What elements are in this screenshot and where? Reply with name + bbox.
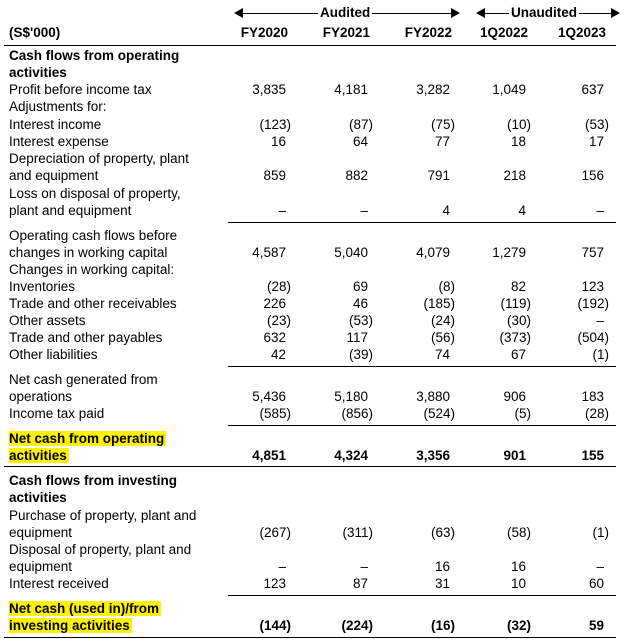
row-label: Other assets [9, 313, 86, 328]
cell: 155 [581, 448, 604, 463]
cell: 77 [434, 134, 450, 149]
col-header-fy2021: FY2021 [322, 25, 370, 40]
cell: 906 [503, 389, 526, 404]
cell: 4,079 [416, 245, 450, 260]
cell: (524) [423, 406, 455, 421]
cell: (58) [506, 525, 531, 540]
arrow-right-icon [611, 8, 620, 18]
cell: (23) [266, 313, 291, 328]
row-label: operations [9, 389, 73, 404]
row-label: Profit before income tax [9, 82, 152, 97]
cell: (10) [506, 117, 531, 132]
cell: 5,040 [334, 245, 368, 260]
subtotal-rule [228, 222, 616, 223]
row-label: Trade and other receivables [9, 296, 177, 311]
cell: 183 [581, 389, 604, 404]
cell: (56) [430, 330, 455, 345]
cell: – [596, 559, 604, 574]
cell: (63) [430, 525, 455, 540]
net-operating-label-cont: activities [9, 448, 67, 463]
cell: 5,436 [252, 389, 286, 404]
row-label: plant and equipment [9, 203, 132, 218]
cell: 16 [510, 559, 526, 574]
cell: 64 [352, 134, 368, 149]
row-label: Operating cash flows before [9, 228, 178, 243]
unaudited-label: Unaudited [511, 5, 577, 20]
cell: – [360, 203, 368, 218]
cell: (39) [348, 347, 373, 362]
cell: (30) [506, 313, 531, 328]
cell: 60 [588, 576, 604, 591]
operating-section-title-cont: activities [9, 65, 67, 80]
total-rule [4, 466, 616, 467]
cell: 3,835 [252, 82, 286, 97]
cell: (585) [259, 406, 291, 421]
row-label: changes in working capital [9, 245, 168, 260]
row-label: Net cash generated from [9, 372, 158, 387]
cell: (856) [341, 406, 373, 421]
cell: 59 [588, 618, 604, 633]
cell: (5) [514, 406, 531, 421]
row-label: Depreciation of property, plant [9, 151, 189, 166]
cell: 123 [263, 576, 286, 591]
row-label: Other liabilities [9, 347, 98, 362]
subtotal-rule [228, 425, 616, 426]
audited-label: Audited [320, 5, 371, 20]
cell: (16) [430, 618, 455, 633]
cell: (24) [430, 313, 455, 328]
cell: (267) [259, 525, 291, 540]
cell: 10 [510, 576, 526, 591]
cell: 5,180 [334, 389, 368, 404]
cell: (192) [577, 296, 609, 311]
net-operating-label: Net cash from operating [9, 431, 165, 446]
cell: 1,049 [492, 82, 526, 97]
cell: 67 [510, 347, 526, 362]
col-header-fy2020: FY2020 [240, 25, 288, 40]
cell: (504) [577, 330, 609, 345]
unit-header: (S$'000) [9, 25, 61, 40]
cell: 4 [518, 203, 526, 218]
cell: 69 [352, 279, 368, 294]
net-investing-label: Net cash (used in)/from [9, 601, 160, 616]
row-label: Purchase of property, plant and [9, 508, 197, 523]
cell: – [596, 203, 604, 218]
cell: (8) [438, 279, 455, 294]
cell: 757 [581, 245, 604, 260]
cell: – [596, 313, 604, 328]
cell: (224) [341, 618, 373, 633]
cell: 16 [270, 134, 286, 149]
cell: (144) [259, 618, 291, 633]
cell: (28) [266, 279, 291, 294]
col-header-fy2022: FY2022 [404, 25, 452, 40]
row-label: equipment [9, 525, 73, 540]
cell: (1) [592, 525, 609, 540]
cell: 1,279 [492, 245, 526, 260]
cell: 17 [588, 134, 604, 149]
cell: 18 [510, 134, 526, 149]
row-label: Trade and other payables [9, 330, 163, 345]
cell: (28) [584, 406, 609, 421]
col-header-1q2022: 1Q2022 [479, 25, 528, 40]
cell: 156 [581, 168, 604, 183]
cell: (53) [348, 313, 373, 328]
cell: 791 [427, 168, 450, 183]
cell: (87) [348, 117, 373, 132]
cell: 4,324 [334, 448, 368, 463]
cell: 901 [503, 448, 526, 463]
cell: 117 [346, 330, 368, 345]
cell: 16 [434, 559, 450, 574]
cell: (32) [506, 618, 531, 633]
subtotal-rule [228, 366, 616, 367]
cell: (119) [500, 296, 531, 311]
row-label: Changes in working capital: [9, 262, 175, 277]
cell: – [278, 203, 286, 218]
cell: 859 [263, 168, 286, 183]
audited-group-header [234, 5, 460, 21]
cell: 3,356 [416, 448, 450, 463]
unaudited-group-header [476, 5, 620, 21]
row-label: Loss on disposal of property, [9, 186, 181, 201]
row-label: Interest income [9, 117, 102, 132]
total-rule [4, 637, 616, 638]
cell: 46 [352, 296, 368, 311]
cell: 882 [345, 168, 368, 183]
subtotal-rule [228, 595, 616, 596]
row-label: Inventories [9, 279, 76, 294]
net-investing-label-cont: investing activities [9, 618, 130, 633]
cell: (53) [584, 117, 609, 132]
cell: 218 [503, 168, 526, 183]
cell: 42 [270, 347, 286, 362]
investing-section-title-cont: activities [9, 490, 67, 505]
cell: 4 [442, 203, 450, 218]
row-label: Adjustments for: [9, 99, 107, 114]
row-label: equipment [9, 559, 73, 574]
arrow-right-icon [451, 8, 460, 18]
cell: (1) [592, 347, 609, 362]
cell: 87 [352, 576, 368, 591]
operating-section-title: Cash flows from operating [9, 48, 180, 63]
row-label: Interest expense [9, 134, 109, 149]
cell: – [360, 559, 368, 574]
cell: 4,851 [252, 448, 286, 463]
cell: (123) [259, 117, 291, 132]
cell: 4,587 [252, 245, 286, 260]
cell: 3,880 [416, 389, 450, 404]
cell: 123 [581, 279, 604, 294]
cell: 637 [581, 82, 604, 97]
cell: – [278, 559, 286, 574]
investing-section-title: Cash flows from investing [9, 473, 178, 488]
cell: 31 [434, 576, 450, 591]
cell: 82 [510, 279, 526, 294]
row-label: Interest received [9, 576, 109, 591]
cell: 4,181 [334, 82, 368, 97]
cell: (75) [430, 117, 455, 132]
cell: (185) [423, 296, 455, 311]
cell: 226 [263, 296, 286, 311]
cell: (373) [499, 330, 531, 345]
cell: (311) [342, 525, 373, 540]
cell: 3,282 [416, 82, 450, 97]
header-rule [4, 45, 616, 46]
cell: 632 [263, 330, 286, 345]
row-label: Disposal of property, plant and [9, 542, 192, 557]
row-label: and equipment [9, 168, 99, 183]
row-label: Income tax paid [9, 406, 105, 421]
cell: 74 [434, 347, 450, 362]
col-header-1q2023: 1Q2023 [557, 25, 606, 40]
